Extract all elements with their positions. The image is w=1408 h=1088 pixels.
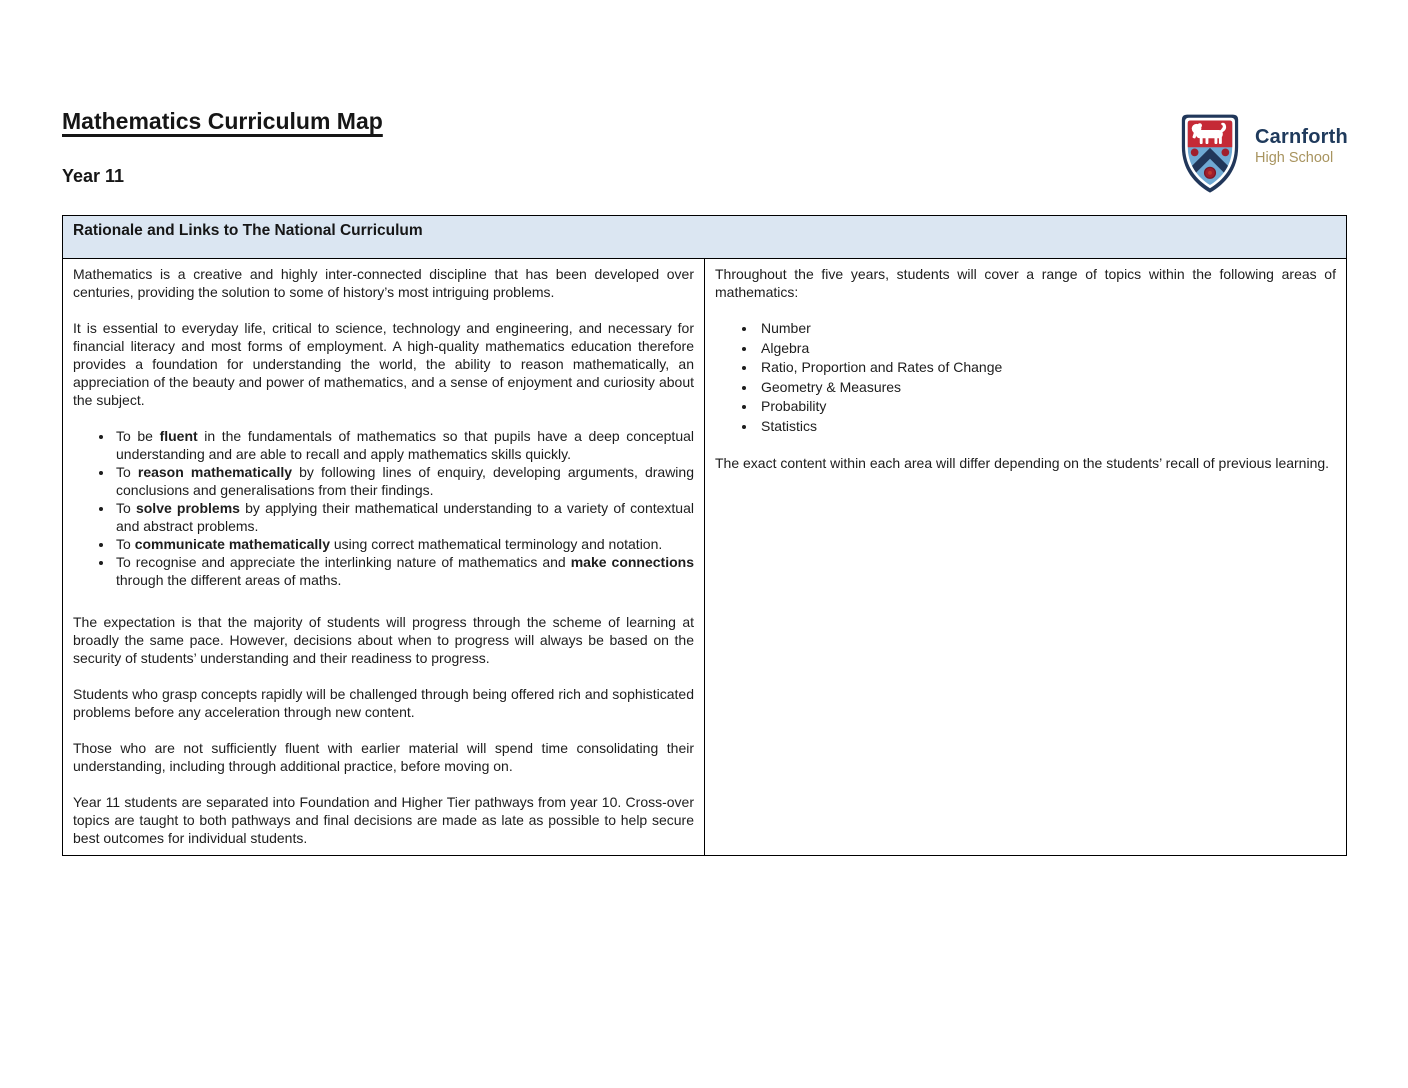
topics-intro: Throughout the five years, students will cover a range of topics within the following areas of mathematics:: [715, 266, 1336, 300]
aims-list: [73, 427, 694, 589]
rationale-para-5: Those who are not sufficiently fluent with earlier material will spend time consolidating their understanding, including through additional practice, before moving on.: [73, 740, 694, 774]
aim-item-fluent: [114, 427, 694, 463]
rationale-para-6: Year 11 students are separated into Foundation and Higher Tier pathways from year 10. Cross-over topics are taught to both pathways and final decisions are made as late as possible to help secure best outcomes for individual students.: [73, 794, 694, 846]
aim-text: To: [116, 464, 138, 480]
aim-text: through the different areas of maths.: [116, 572, 342, 588]
topic-item-ratio: • Ratio, Proportion and Rates of Change: [757, 358, 1336, 378]
aim-keyword: reason mathematically: [137, 464, 293, 480]
rationale-para-1: Mathematics is a creative and highly inter-connected discipline that has been developed over centuries, providing the solution to some of history’s most intriguing problems.: [73, 266, 694, 300]
topic-item-probability: • Probability: [757, 397, 1336, 417]
topic-item-geometry: • Geometry & Measures: [757, 378, 1336, 398]
page-title: Mathematics Curriculum Map: [62, 108, 383, 134]
rationale-table: [62, 215, 1347, 856]
school-crest-icon: [1178, 110, 1242, 196]
aim-text: To: [116, 500, 136, 516]
aim-keyword: make connections: [570, 554, 694, 570]
topic-item-statistics: • Statistics: [757, 417, 1336, 437]
aim-text: To recognise and appreciate the interlinking nature of mathematics and: [116, 554, 571, 570]
aim-keyword: solve problems: [135, 500, 240, 516]
aim-item-solve: [114, 499, 694, 535]
topics-list: [715, 319, 1336, 436]
topics-outro: The exact content within each area will differ depending on the students’ recall of previous learning.: [715, 455, 1330, 471]
aim-item-connections: [114, 553, 694, 589]
aim-keyword: fluent: [159, 428, 198, 444]
aim-item-communicate: [114, 535, 694, 553]
topics-cell: [705, 259, 1347, 856]
topic-item-number: • Number: [757, 319, 1336, 339]
page-subtitle: Year 11: [62, 166, 125, 186]
rationale-cell: [63, 259, 705, 856]
aim-text: To: [116, 536, 135, 552]
aim-keyword: communicate mathematically: [134, 536, 330, 552]
aim-text: by following lines of enquiry, developing arguments, drawing conclusions and generalisations from their findings.: [116, 464, 694, 498]
topic-item-algebra: • Algebra: [757, 339, 1336, 359]
table-header-rationale: Rationale and Links to The National Curriculum: [63, 216, 1347, 259]
aim-text: in the fundamentals of mathematics so that pupils have a deep conceptual understanding and are able to recall and apply mathematics skills quickly.: [116, 428, 694, 462]
school-name: Carnforth: [1255, 126, 1348, 148]
aim-text: To be: [116, 428, 160, 444]
rationale-para-3: The expectation is that the majority of students will progress through the scheme of learning at broadly the same pace. However, decisions about when to progress will always be based on the security of students’ understanding and their readiness to progress.: [73, 614, 694, 666]
aim-text: by applying their mathematical understanding to a variety of contextual and abstract problems.: [116, 500, 694, 534]
aim-item-reason: [114, 463, 694, 499]
school-logo: [1178, 110, 1348, 196]
rationale-para-2: It is essential to everyday life, critical to science, technology and engineering, and necessary for financial literacy and most forms of employment. A high-quality mathematics education therefore provides a foundation for understanding the world, the ability to reason mathematically, an appreciation of the beauty and power of mathematics, and a sense of enjoyment and curiosity about the subject.: [73, 320, 694, 408]
school-logo-text: [1255, 126, 1348, 166]
aim-text: using correct mathematical terminology and notation.: [329, 536, 663, 552]
school-type: High School: [1255, 150, 1334, 166]
rationale-para-4: Students who grasp concepts rapidly will be challenged through being offered rich and sophisticated problems before any acceleration through new content.: [73, 686, 694, 720]
